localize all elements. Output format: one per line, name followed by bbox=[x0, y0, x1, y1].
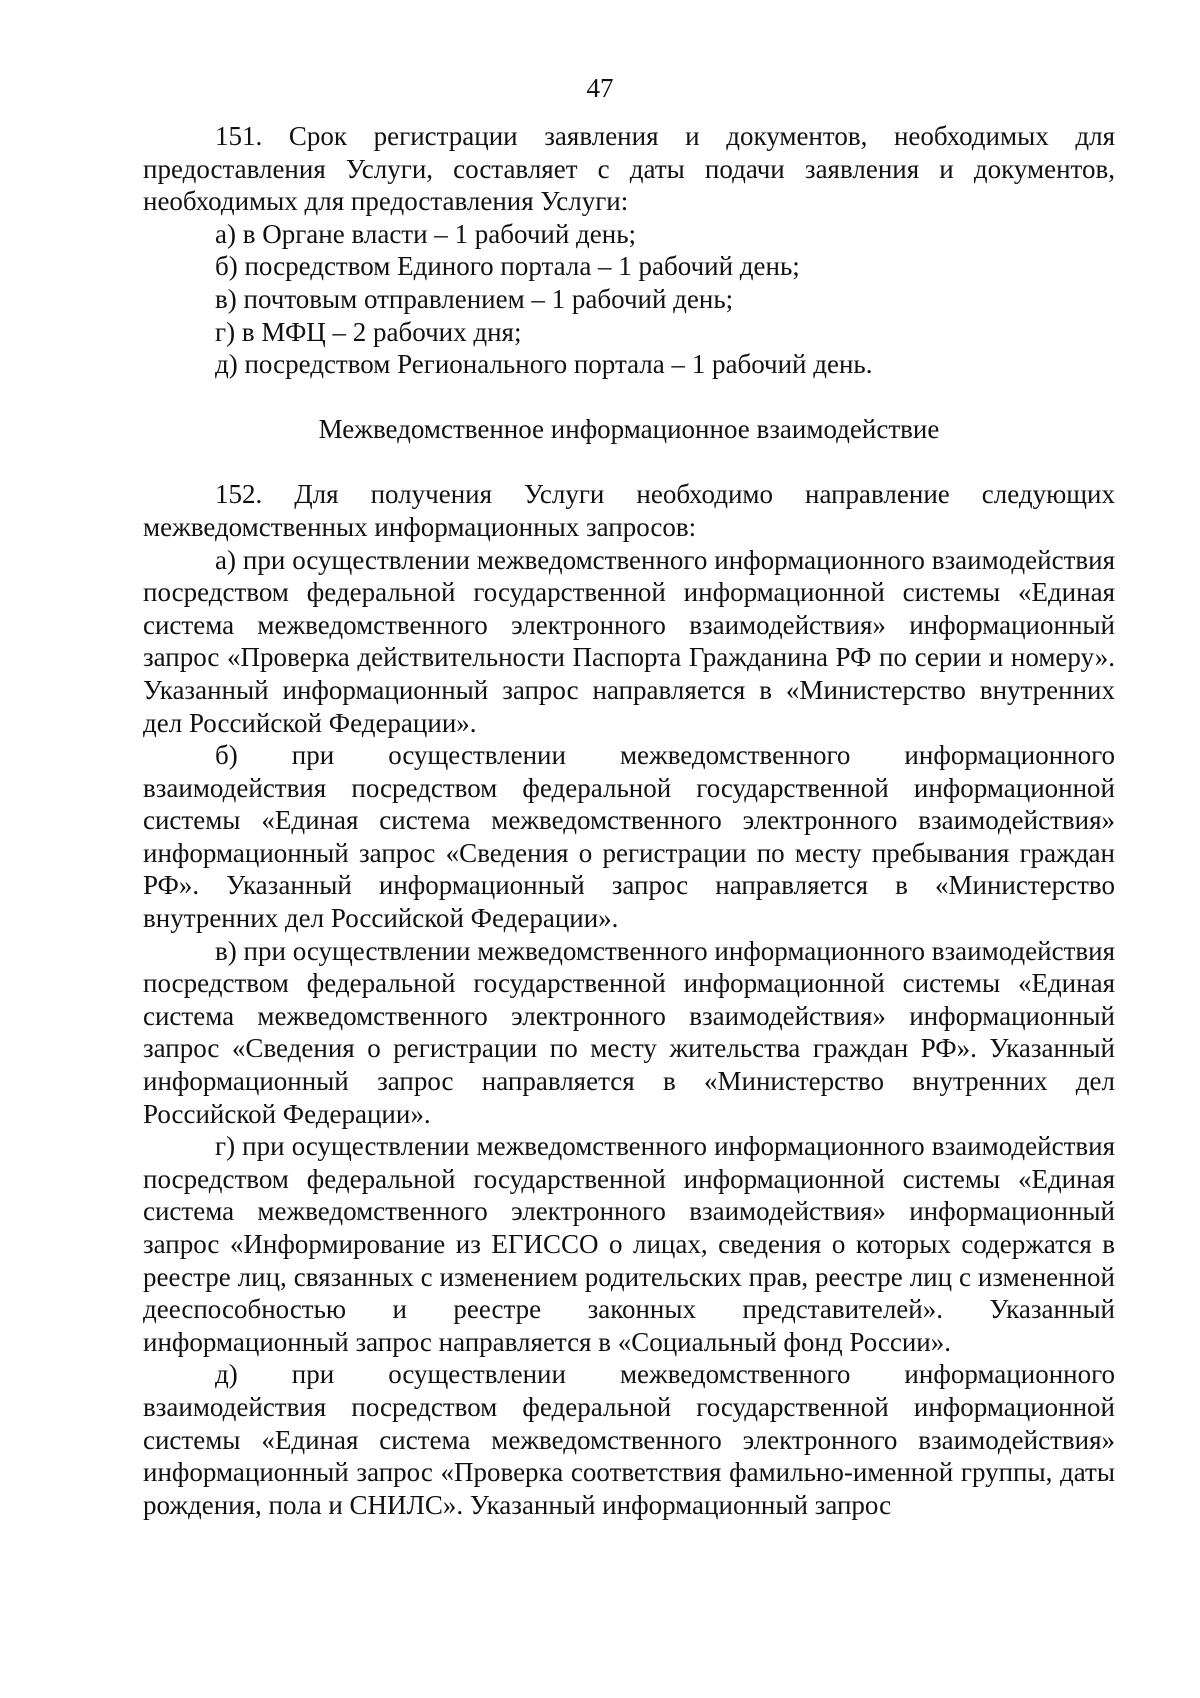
paragraph-152-item-a: а) при осуществлении межведомственного информационного взаимодействия посредством федеральной государственной информационной системы «Единая система межведомственного электронного взаимодействия» информационный запрос «Проверка действительности Паспорта Гражданина РФ по серии и номеру». Указанный информационный запрос направляется в «Министерство внутренних дел Российской Федерации». bbox=[143, 544, 1115, 738]
paragraph-152-item-v: в) при осуществлении межведомственного информационного взаимодействия посредством федеральной государственной информационной системы «Единая система межведомственного электронного взаимодействия» информационный запрос «Сведения о регистрации по месту жительства граждан РФ». Указанный информационный запрос направляется в «Министерство внутренних дел Российской Федерации». bbox=[143, 935, 1115, 1129]
paragraph-151-item-g: г) в МФЦ – 2 рабочих дня; bbox=[215, 316, 522, 347]
paragraph-152-intro: 152. Для получения Услуги необходимо направление следующих межведомственных информационных запросов: bbox=[143, 479, 1115, 542]
paragraph-151-item-b: б) посредством Единого портала – 1 рабочий день; bbox=[215, 251, 800, 282]
paragraph-151-item-a: а) в Органе власти – 1 рабочий день; bbox=[215, 218, 637, 249]
paragraph-152-item-g: г) при осуществлении межведомственного информационного взаимодействия посредством федеральной государственной информационной системы «Единая система межведомственного электронного взаимодействия» информационный запрос «Информирование из ЕГИССО о лицах, сведения о которых содержатся в реестре лиц, связанных с изменением родительских прав, реестре лиц с измененной дееспособностью и реестре законных представителей». Указанный информационный запрос направляется в «Социальный фонд России». bbox=[143, 1131, 1115, 1357]
paragraph-151-intro: 151. Срок регистрации заявления и документов, необходимых для предоставления Услуги, составляет с даты подачи заявления и документов, необходимых для предоставления Услуги: bbox=[143, 121, 1115, 217]
paragraph-152-item-d: д) при осуществлении межведомственного информационного взаимодействия посредством федеральной государственной информационной системы «Единая система межведомственного электронного взаимодействия» информационный запрос «Проверка соответствия фамильно-именной группы, даты рождения, пола и СНИЛС». Указанный информационный запрос bbox=[143, 1359, 1115, 1520]
paragraph-152-item-b: б) при осуществлении межведомственного информационного взаимодействия посредством федеральной государственной информационной системы «Единая система межведомственного электронного взаимодействия» информационный запрос «Сведения о регистрации по месту пребывания граждан РФ». Указанный информационный запрос направляется в «Министерство внутренних дел Российской Федерации». bbox=[143, 740, 1115, 934]
paragraph-151-item-d: д) посредством Регионального портала – 1 рабочий день. bbox=[215, 349, 873, 380]
document-body bbox=[143, 120, 1115, 1521]
page-number: 47 bbox=[586, 73, 614, 103]
paragraph-151-item-v: в) почтовым отправлением – 1 рабочий день; bbox=[215, 283, 734, 314]
section-heading: Межведомственное информационное взаимодействие bbox=[318, 413, 940, 444]
